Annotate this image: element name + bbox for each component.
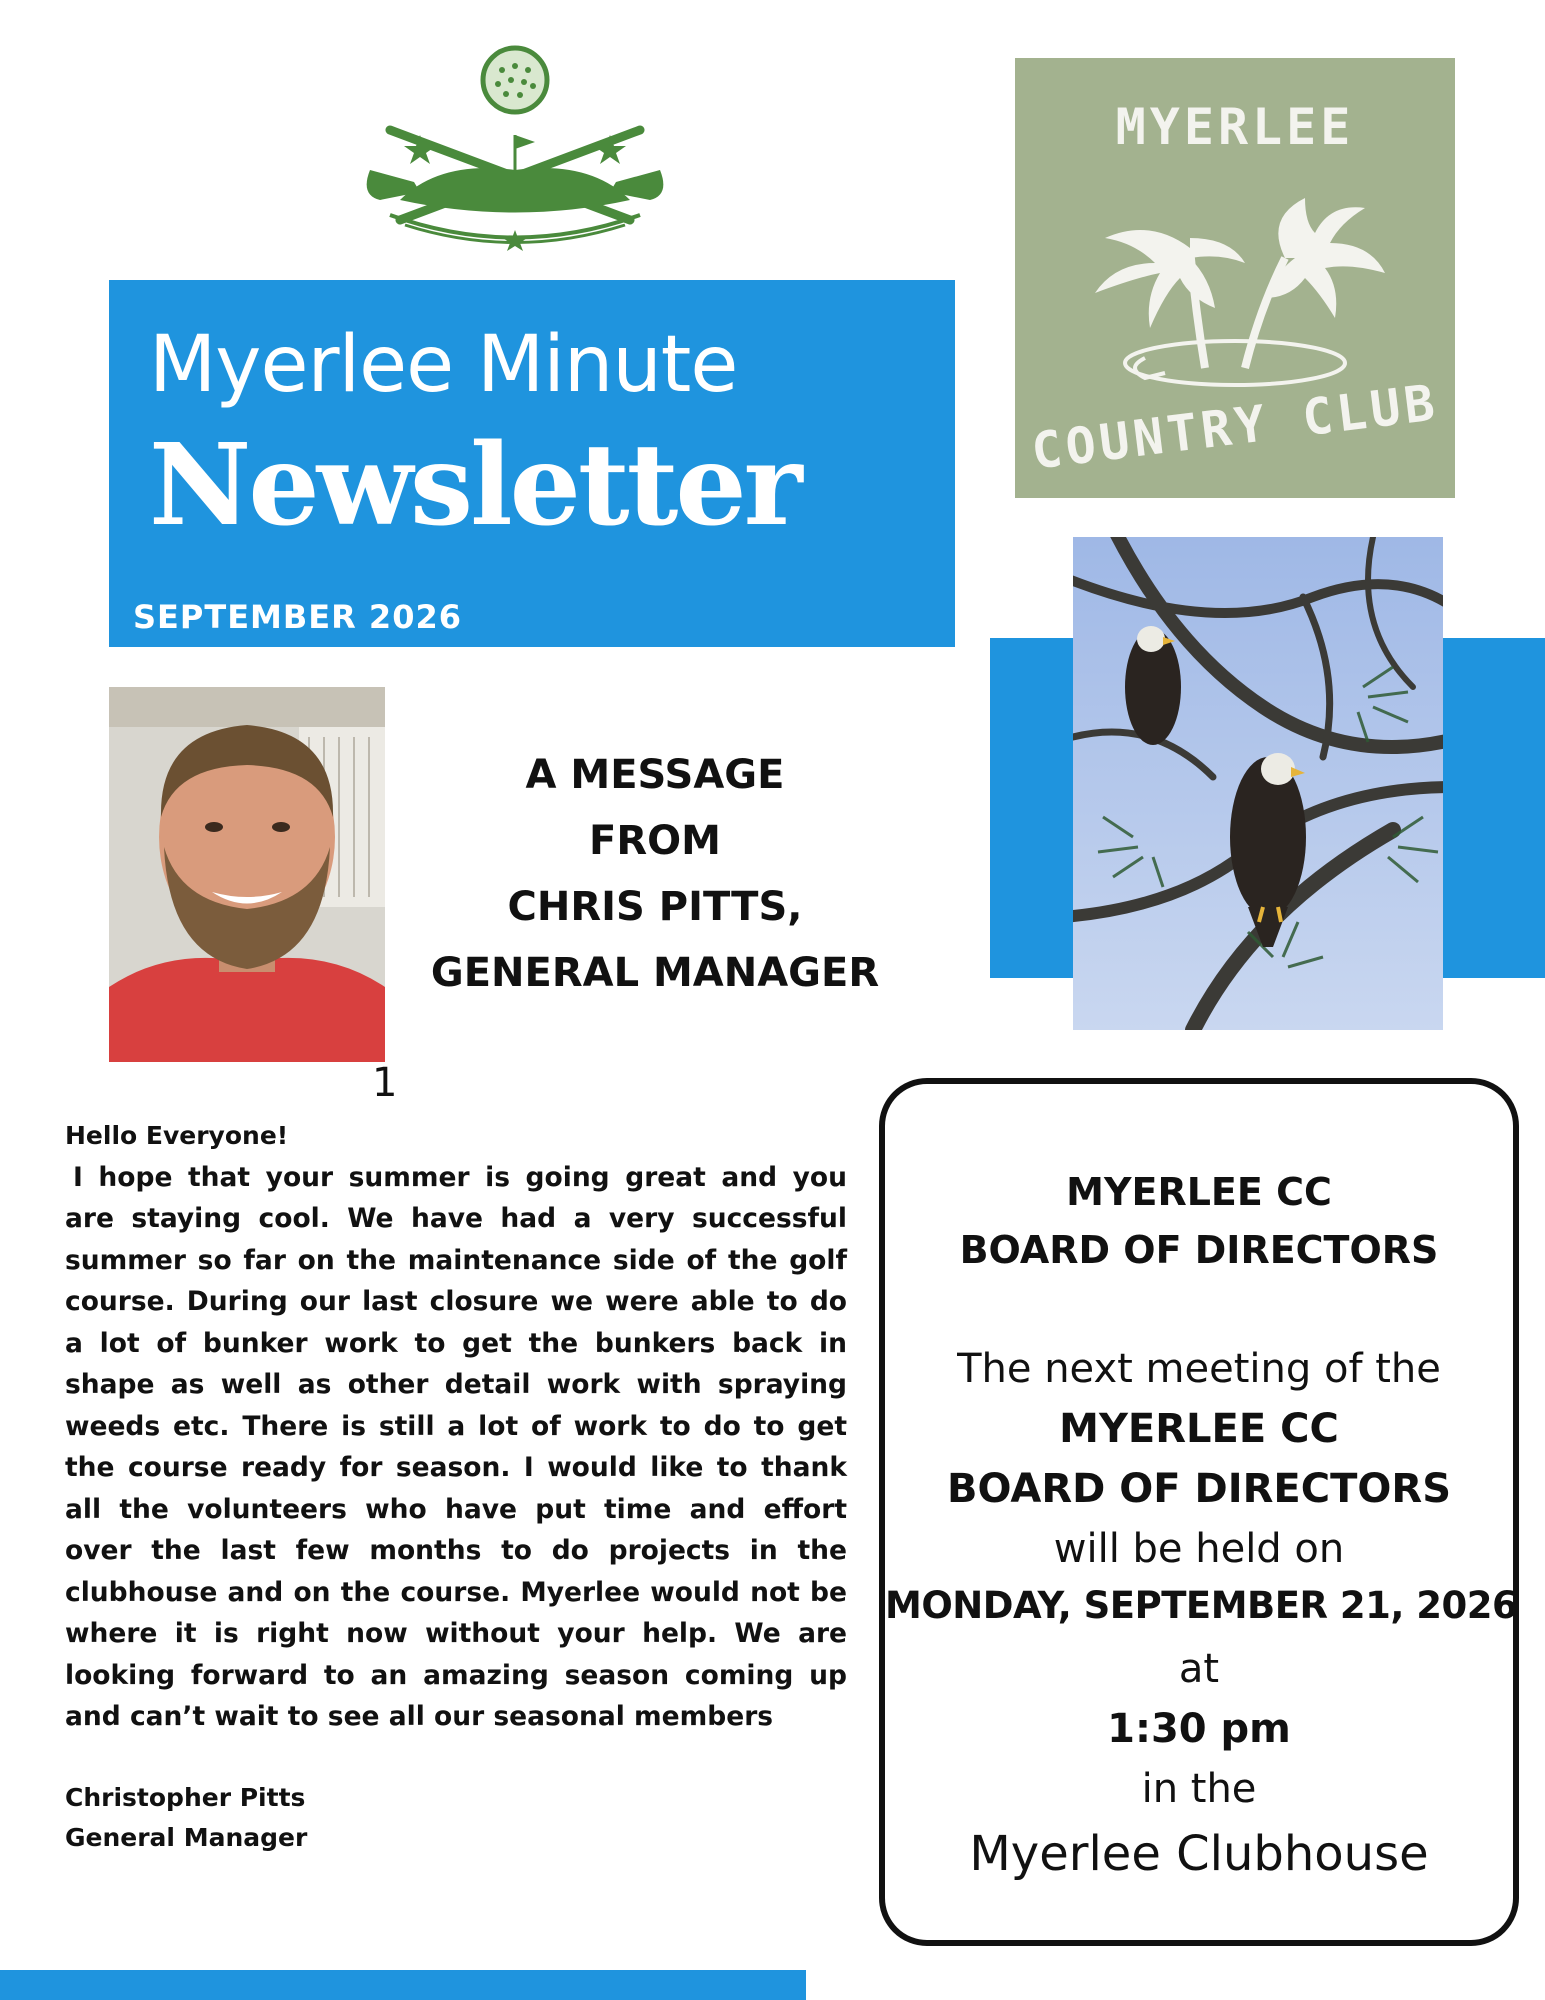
notice-org-line1: MYERLEE CC: [1059, 1406, 1339, 1452]
manager-letter: [65, 1115, 847, 1858]
notice-org-line2: BOARD OF DIRECTORS: [946, 1466, 1452, 1512]
meeting-location: Myerlee Clubhouse: [969, 1826, 1429, 1882]
newsletter-title: Newsletter: [149, 420, 800, 551]
meeting-date: MONDAY, SEPTEMBER 21, 2026: [885, 1584, 1518, 1627]
meeting-time: 1:30 pm: [1107, 1706, 1291, 1752]
letter-signoff: [65, 1778, 847, 1858]
issue-date: SEPTEMBER 2026: [133, 598, 462, 636]
letter-body: I hope that your summer is going great and you are staying cool. We have had a very successful summer so far on the maintenance side of the golf course. During our last closure we were able to do a lot of bunker work to get the bunkers back in shape as well as other detail work with spraying weeds etc. There is still a lot of work to do to get the course ready for season. I would like to thank all the volunteers who have put time and effort over the last few months to do projects in the clubhouse and on the course. Myerlee would not be where it is right now without your help. We are looking forward to an amazing season coming up and can’t wait to see all our seasonal members: [65, 1161, 847, 1732]
message-heading-line: A MESSAGE: [525, 752, 785, 798]
newsletter-subtitle: Myerlee Minute: [149, 320, 738, 410]
notice-heading-line2: BOARD OF DIRECTORS: [959, 1228, 1439, 1272]
notice-at: at: [1178, 1646, 1220, 1692]
message-heading-line: FROM: [589, 818, 721, 864]
notice-heading-line1: MYERLEE CC: [1066, 1170, 1332, 1214]
golf-crest-logo: [330, 40, 700, 260]
notice-intro: The next meeting of the: [957, 1346, 1441, 1392]
newsletter-title-block: [109, 280, 955, 647]
signature-name: Christopher Pitts: [65, 1782, 306, 1812]
board-meeting-notice: [879, 1078, 1519, 1946]
message-heading-line: GENERAL MANAGER: [430, 950, 880, 996]
signature-title: General Manager: [65, 1822, 308, 1852]
letter-greeting: Hello Everyone!: [65, 1121, 289, 1150]
notice-in-the: in the: [1141, 1766, 1257, 1812]
notice-held-on: will be held on: [1053, 1526, 1345, 1572]
palm-trees-icon: [1085, 178, 1385, 398]
club-logo-text-bottom: COUNTRY CLUB: [1028, 373, 1442, 481]
club-logo-text-top: MYERLEE: [1115, 98, 1355, 156]
country-club-logo: [1015, 58, 1455, 498]
message-heading: [400, 742, 910, 1006]
general-manager-portrait: [109, 687, 385, 1062]
photo-caption-number: 1: [372, 1060, 398, 1106]
message-heading-line: CHRIS PITTS,: [507, 884, 803, 930]
eagles-photo: [1073, 537, 1443, 1030]
footer-accent-bar: [0, 1970, 806, 2000]
